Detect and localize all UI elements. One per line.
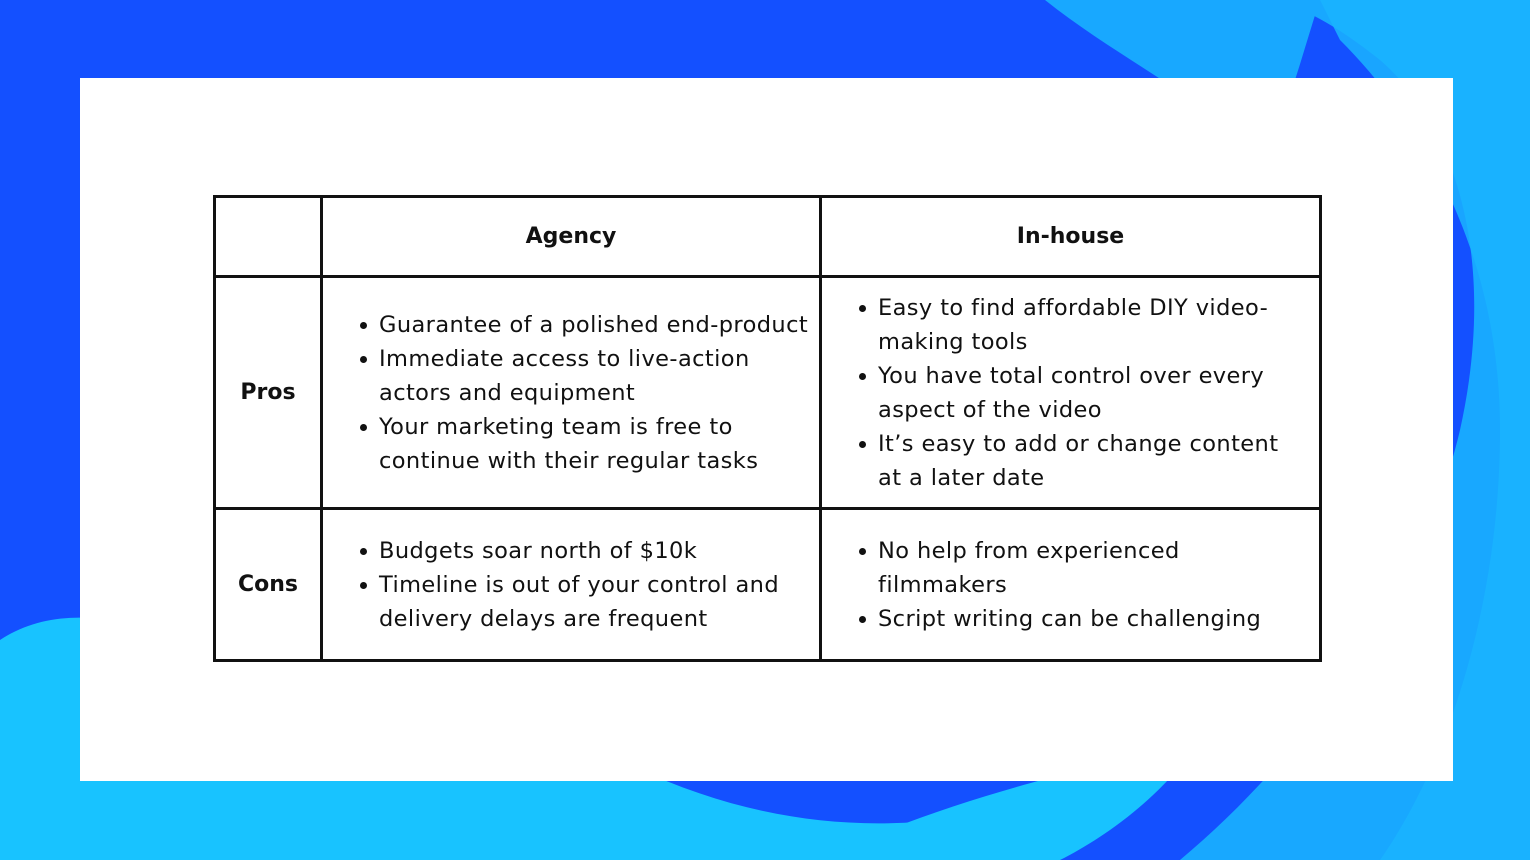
corner-cell [215,197,322,277]
list-item: You have total control over every aspect of the video [878,359,1309,427]
column-header-inhouse: In-house [821,197,1321,277]
list-item: Immediate access to live-action actors and equipment [379,342,809,410]
table-row-pros [215,277,1321,509]
list-item: Your marketing team is free to continue with their regular tasks [379,410,809,478]
row-header-cons: Cons [215,509,322,661]
table-header-row [215,197,1321,277]
content-card [80,78,1453,781]
list-item: Script writing can be challenging [878,602,1309,636]
comparison-table [213,195,1322,662]
list-item: Easy to find affordable DIY video-making tools [878,291,1309,359]
list-item: Budgets soar north of $10k [379,534,809,568]
inhouse-pros-cell [821,277,1321,509]
agency-pros-list [323,308,819,478]
list-item: It’s easy to add or change content at a later date [878,427,1309,495]
list-item: Guarantee of a polished end-product [379,308,809,342]
inhouse-pros-list [822,291,1319,495]
table-row-cons [215,509,1321,661]
inhouse-cons-list [822,534,1319,636]
agency-cons-cell [322,509,821,661]
list-item: No help from experienced filmmakers [878,534,1309,602]
list-item: Timeline is out of your control and delivery delays are frequent [379,568,809,636]
agency-cons-list [323,534,819,636]
column-header-agency: Agency [322,197,821,277]
agency-pros-cell [322,277,821,509]
row-header-pros: Pros [215,277,322,509]
inhouse-cons-cell [821,509,1321,661]
